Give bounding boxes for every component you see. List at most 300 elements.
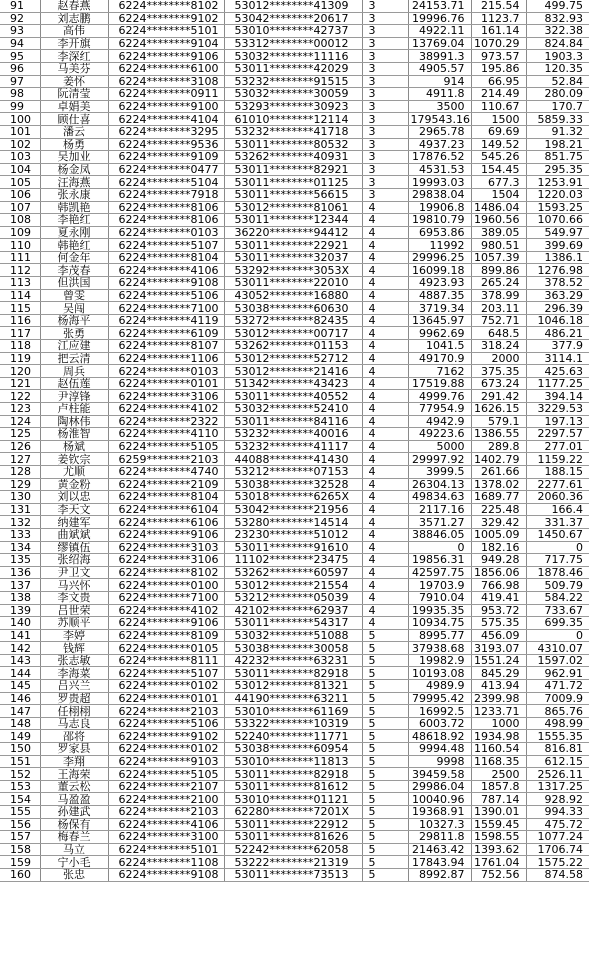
person-name-cell[interactable]: 卢柱能 <box>40 403 108 416</box>
amount-cell[interactable]: 10193.08 <box>408 667 471 680</box>
person-name-cell[interactable]: 尹淳锋 <box>40 390 108 403</box>
id-number-cell[interactable]: 53272********82435 <box>224 314 362 327</box>
row-number-cell[interactable]: 160 <box>0 868 40 881</box>
level-cell[interactable]: 5 <box>362 868 408 881</box>
card-number-cell[interactable]: 6224********5105 <box>108 768 224 781</box>
amount-cell[interactable]: 19810.79 <box>408 214 471 227</box>
card-number-cell[interactable]: 6224********0101 <box>108 377 224 390</box>
level-cell[interactable]: 4 <box>362 617 408 630</box>
level-cell[interactable]: 3 <box>362 25 408 38</box>
amount-cell[interactable]: 10934.75 <box>408 617 471 630</box>
fee-cell[interactable]: 1402.79 <box>471 453 526 466</box>
card-number-cell[interactable]: 6224********1108 <box>108 856 224 869</box>
row-number-cell[interactable]: 102 <box>0 138 40 151</box>
row-number-cell[interactable]: 139 <box>0 604 40 617</box>
id-number-cell[interactable]: 52240********11771 <box>224 730 362 743</box>
id-number-cell[interactable]: 53232********41117 <box>224 440 362 453</box>
amount-cell[interactable]: 179543.16 <box>408 113 471 126</box>
person-name-cell[interactable]: 杨勇 <box>40 138 108 151</box>
card-number-cell[interactable]: 6224********2103 <box>108 806 224 819</box>
level-cell[interactable]: 4 <box>362 440 408 453</box>
card-number-cell[interactable]: 6224********5101 <box>108 25 224 38</box>
person-name-cell[interactable]: 李翔 <box>40 755 108 768</box>
level-cell[interactable]: 4 <box>362 403 408 416</box>
fee-cell[interactable]: 110.67 <box>471 100 526 113</box>
balance-cell[interactable]: 52.84 <box>526 75 589 88</box>
row-number-cell[interactable]: 118 <box>0 340 40 353</box>
amount-cell[interactable]: 37938.68 <box>408 642 471 655</box>
amount-cell[interactable]: 19906.8 <box>408 201 471 214</box>
level-cell[interactable]: 4 <box>362 566 408 579</box>
level-cell[interactable]: 5 <box>362 692 408 705</box>
id-number-cell[interactable]: 53011********42029 <box>224 62 362 75</box>
row-number-cell[interactable]: 142 <box>0 642 40 655</box>
person-name-cell[interactable]: 邵将 <box>40 730 108 743</box>
row-number-cell[interactable]: 126 <box>0 440 40 453</box>
card-number-cell[interactable]: 6224********4110 <box>108 428 224 441</box>
card-number-cell[interactable]: 6224********5107 <box>108 239 224 252</box>
level-cell[interactable]: 3 <box>362 75 408 88</box>
balance-cell[interactable]: 1593.25 <box>526 201 589 214</box>
card-number-cell[interactable]: 6224********6106 <box>108 516 224 529</box>
balance-cell[interactable]: 1046.18 <box>526 314 589 327</box>
card-number-cell[interactable]: 6224********3103 <box>108 541 224 554</box>
id-number-cell[interactable]: 53312********00012 <box>224 37 362 50</box>
card-number-cell[interactable]: 6224********0103 <box>108 365 224 378</box>
row-number-cell[interactable]: 121 <box>0 377 40 390</box>
fee-cell[interactable]: 149.52 <box>471 138 526 151</box>
person-name-cell[interactable]: 曲斌斌 <box>40 528 108 541</box>
level-cell[interactable]: 5 <box>362 730 408 743</box>
level-cell[interactable]: 4 <box>362 277 408 290</box>
id-number-cell[interactable]: 44088********41430 <box>224 453 362 466</box>
fee-cell[interactable]: 1626.15 <box>471 403 526 416</box>
balance-cell[interactable]: 5859.33 <box>526 113 589 126</box>
card-number-cell[interactable]: 6224********5107 <box>108 667 224 680</box>
id-number-cell[interactable]: 53011********01125 <box>224 176 362 189</box>
card-number-cell[interactable]: 6224********0477 <box>108 163 224 176</box>
balance-cell[interactable]: 1706.74 <box>526 843 589 856</box>
person-name-cell[interactable]: 张勇 <box>40 327 108 340</box>
fee-cell[interactable]: 1486.04 <box>471 201 526 214</box>
fee-cell[interactable]: 1598.55 <box>471 831 526 844</box>
card-number-cell[interactable]: 6224********2109 <box>108 478 224 491</box>
balance-cell[interactable]: 584.22 <box>526 591 589 604</box>
fee-cell[interactable]: 2000 <box>471 352 526 365</box>
person-name-cell[interactable]: 姜怀 <box>40 75 108 88</box>
row-number-cell[interactable]: 133 <box>0 528 40 541</box>
level-cell[interactable]: 3 <box>362 37 408 50</box>
row-number-cell[interactable]: 120 <box>0 365 40 378</box>
balance-cell[interactable]: 486.21 <box>526 327 589 340</box>
card-number-cell[interactable]: 6224********5106 <box>108 717 224 730</box>
amount-cell[interactable]: 79995.42 <box>408 692 471 705</box>
balance-cell[interactable]: 3229.53 <box>526 403 589 416</box>
balance-cell[interactable]: 1220.03 <box>526 188 589 201</box>
level-cell[interactable]: 5 <box>362 705 408 718</box>
level-cell[interactable]: 4 <box>362 340 408 353</box>
person-name-cell[interactable]: 杨保有 <box>40 818 108 831</box>
fee-cell[interactable]: 1390.01 <box>471 806 526 819</box>
level-cell[interactable]: 5 <box>362 642 408 655</box>
fee-cell[interactable]: 291.42 <box>471 390 526 403</box>
amount-cell[interactable]: 4922.11 <box>408 25 471 38</box>
card-number-cell[interactable]: 6224********6109 <box>108 327 224 340</box>
card-number-cell[interactable]: 6224********9108 <box>108 868 224 881</box>
card-number-cell[interactable]: 6224********8106 <box>108 201 224 214</box>
amount-cell[interactable]: 3999.5 <box>408 465 471 478</box>
card-number-cell[interactable]: 6224********5105 <box>108 440 224 453</box>
id-number-cell[interactable]: 53011********40552 <box>224 390 362 403</box>
fee-cell[interactable]: 1689.77 <box>471 491 526 504</box>
row-number-cell[interactable]: 108 <box>0 214 40 227</box>
person-name-cell[interactable]: 尤顺 <box>40 465 108 478</box>
card-number-cell[interactable]: 6224********9109 <box>108 151 224 164</box>
level-cell[interactable]: 4 <box>362 415 408 428</box>
person-name-cell[interactable]: 杨淮智 <box>40 428 108 441</box>
row-number-cell[interactable]: 100 <box>0 113 40 126</box>
id-number-cell[interactable]: 23230********51012 <box>224 528 362 541</box>
row-number-cell[interactable]: 113 <box>0 277 40 290</box>
level-cell[interactable]: 4 <box>362 465 408 478</box>
fee-cell[interactable]: 575.35 <box>471 617 526 630</box>
fee-cell[interactable]: 1856.06 <box>471 566 526 579</box>
person-name-cell[interactable]: 赵伍莲 <box>40 377 108 390</box>
balance-cell[interactable]: 824.84 <box>526 37 589 50</box>
id-number-cell[interactable]: 53032********11116 <box>224 50 362 63</box>
balance-cell[interactable]: 425.63 <box>526 365 589 378</box>
fee-cell[interactable]: 203.11 <box>471 302 526 315</box>
row-number-cell[interactable]: 152 <box>0 768 40 781</box>
fee-cell[interactable]: 1934.98 <box>471 730 526 743</box>
row-number-cell[interactable]: 104 <box>0 163 40 176</box>
row-number-cell[interactable]: 145 <box>0 680 40 693</box>
amount-cell[interactable]: 3500 <box>408 100 471 113</box>
fee-cell[interactable]: 1070.29 <box>471 37 526 50</box>
balance-cell[interactable]: 296.39 <box>526 302 589 315</box>
row-number-cell[interactable]: 107 <box>0 201 40 214</box>
fee-cell[interactable]: 329.42 <box>471 516 526 529</box>
fee-cell[interactable]: 1005.09 <box>471 528 526 541</box>
balance-cell[interactable]: 2060.36 <box>526 491 589 504</box>
card-number-cell[interactable]: 6224********4102 <box>108 604 224 617</box>
balance-cell[interactable]: 1597.02 <box>526 654 589 667</box>
person-name-cell[interactable]: 梅春兰 <box>40 831 108 844</box>
card-number-cell[interactable]: 6224********0100 <box>108 579 224 592</box>
person-name-cell[interactable]: 曾雯 <box>40 289 108 302</box>
fee-cell[interactable]: 648.5 <box>471 327 526 340</box>
row-number-cell[interactable]: 137 <box>0 579 40 592</box>
id-number-cell[interactable]: 53232********40016 <box>224 428 362 441</box>
person-name-cell[interactable]: 张永康 <box>40 188 108 201</box>
balance-cell[interactable]: 874.58 <box>526 868 589 881</box>
level-cell[interactable]: 4 <box>362 453 408 466</box>
row-number-cell[interactable]: 135 <box>0 554 40 567</box>
balance-cell[interactable]: 1386.1 <box>526 251 589 264</box>
person-name-cell[interactable]: 吴闯 <box>40 302 108 315</box>
fee-cell[interactable]: 389.05 <box>471 226 526 239</box>
level-cell[interactable]: 3 <box>362 125 408 138</box>
level-cell[interactable]: 4 <box>362 503 408 516</box>
amount-cell[interactable]: 29811.8 <box>408 831 471 844</box>
id-number-cell[interactable]: 44190********63211 <box>224 692 362 705</box>
row-number-cell[interactable]: 97 <box>0 75 40 88</box>
person-name-cell[interactable]: 吴加业 <box>40 151 108 164</box>
person-name-cell[interactable]: 黄金粉 <box>40 478 108 491</box>
fee-cell[interactable]: 225.48 <box>471 503 526 516</box>
row-number-cell[interactable]: 91 <box>0 0 40 12</box>
fee-cell[interactable]: 579.1 <box>471 415 526 428</box>
person-name-cell[interactable]: 吕世荣 <box>40 604 108 617</box>
row-number-cell[interactable]: 140 <box>0 617 40 630</box>
balance-cell[interactable]: 378.52 <box>526 277 589 290</box>
balance-cell[interactable]: 962.91 <box>526 667 589 680</box>
id-number-cell[interactable]: 53011********91610 <box>224 541 362 554</box>
balance-cell[interactable]: 851.75 <box>526 151 589 164</box>
amount-cell[interactable]: 19935.35 <box>408 604 471 617</box>
fee-cell[interactable]: 265.24 <box>471 277 526 290</box>
id-number-cell[interactable]: 53011********84116 <box>224 415 362 428</box>
row-number-cell[interactable]: 147 <box>0 705 40 718</box>
level-cell[interactable]: 4 <box>362 428 408 441</box>
person-name-cell[interactable]: 马美芬 <box>40 62 108 75</box>
id-number-cell[interactable]: 53038********60630 <box>224 302 362 315</box>
level-cell[interactable]: 4 <box>362 264 408 277</box>
id-number-cell[interactable]: 53042********20617 <box>224 12 362 25</box>
level-cell[interactable]: 4 <box>362 554 408 567</box>
level-cell[interactable]: 4 <box>362 289 408 302</box>
person-name-cell[interactable]: 张忠 <box>40 868 108 881</box>
amount-cell[interactable]: 10327.3 <box>408 818 471 831</box>
level-cell[interactable]: 4 <box>362 314 408 327</box>
fee-cell[interactable]: 752.56 <box>471 868 526 881</box>
amount-cell[interactable]: 7910.04 <box>408 591 471 604</box>
card-number-cell[interactable]: 6224********9102 <box>108 12 224 25</box>
row-number-cell[interactable]: 154 <box>0 793 40 806</box>
fee-cell[interactable]: 949.28 <box>471 554 526 567</box>
person-name-cell[interactable]: 韩凯艳 <box>40 201 108 214</box>
person-name-cell[interactable]: 张绍海 <box>40 554 108 567</box>
card-number-cell[interactable]: 6224********6100 <box>108 62 224 75</box>
balance-cell[interactable]: 549.97 <box>526 226 589 239</box>
amount-cell[interactable]: 4937.23 <box>408 138 471 151</box>
id-number-cell[interactable]: 51342********43423 <box>224 377 362 390</box>
level-cell[interactable]: 5 <box>362 806 408 819</box>
row-number-cell[interactable]: 159 <box>0 856 40 869</box>
id-number-cell[interactable]: 53011********32037 <box>224 251 362 264</box>
id-number-cell[interactable]: 52242********62058 <box>224 843 362 856</box>
row-number-cell[interactable]: 146 <box>0 692 40 705</box>
id-number-cell[interactable]: 53011********80532 <box>224 138 362 151</box>
person-name-cell[interactable]: 马立 <box>40 843 108 856</box>
id-number-cell[interactable]: 42102********62937 <box>224 604 362 617</box>
level-cell[interactable]: 3 <box>362 188 408 201</box>
person-name-cell[interactable]: 孙建武 <box>40 806 108 819</box>
id-number-cell[interactable]: 53011********81612 <box>224 780 362 793</box>
row-number-cell[interactable]: 129 <box>0 478 40 491</box>
card-number-cell[interactable]: 6224********6104 <box>108 503 224 516</box>
person-name-cell[interactable]: 任栩栩 <box>40 705 108 718</box>
balance-cell[interactable]: 717.75 <box>526 554 589 567</box>
id-number-cell[interactable]: 53012********52712 <box>224 352 362 365</box>
balance-cell[interactable]: 832.93 <box>526 12 589 25</box>
id-number-cell[interactable]: 53011********82918 <box>224 768 362 781</box>
amount-cell[interactable]: 4905.57 <box>408 62 471 75</box>
amount-cell[interactable]: 1041.5 <box>408 340 471 353</box>
card-number-cell[interactable]: 6259********2103 <box>108 453 224 466</box>
person-name-cell[interactable]: 杨斌 <box>40 440 108 453</box>
level-cell[interactable]: 5 <box>362 717 408 730</box>
row-number-cell[interactable]: 110 <box>0 239 40 252</box>
level-cell[interactable]: 3 <box>362 113 408 126</box>
level-cell[interactable]: 4 <box>362 478 408 491</box>
person-name-cell[interactable]: 陶林伟 <box>40 415 108 428</box>
amount-cell[interactable]: 16099.18 <box>408 264 471 277</box>
amount-cell[interactable]: 4999.76 <box>408 390 471 403</box>
card-number-cell[interactable]: 6224********7100 <box>108 591 224 604</box>
amount-cell[interactable]: 17519.88 <box>408 377 471 390</box>
card-number-cell[interactable]: 6224********3295 <box>108 125 224 138</box>
level-cell[interactable]: 4 <box>362 214 408 227</box>
row-number-cell[interactable]: 131 <box>0 503 40 516</box>
row-number-cell[interactable]: 101 <box>0 125 40 138</box>
id-number-cell[interactable]: 53018********6265X <box>224 491 362 504</box>
card-number-cell[interactable]: 6224********0105 <box>108 642 224 655</box>
amount-cell[interactable]: 21463.42 <box>408 843 471 856</box>
level-cell[interactable]: 5 <box>362 629 408 642</box>
person-name-cell[interactable]: 李茂春 <box>40 264 108 277</box>
id-number-cell[interactable]: 53011********22921 <box>224 239 362 252</box>
card-number-cell[interactable]: 6224********8104 <box>108 491 224 504</box>
card-number-cell[interactable]: 6224********4104 <box>108 113 224 126</box>
balance-cell[interactable]: 1159.22 <box>526 453 589 466</box>
person-name-cell[interactable]: 江应建 <box>40 340 108 353</box>
row-number-cell[interactable]: 125 <box>0 428 40 441</box>
level-cell[interactable]: 4 <box>362 365 408 378</box>
row-number-cell[interactable]: 115 <box>0 302 40 315</box>
person-name-cell[interactable]: 李婷 <box>40 629 108 642</box>
id-number-cell[interactable]: 53011********82918 <box>224 667 362 680</box>
balance-cell[interactable]: 377.9 <box>526 340 589 353</box>
fee-cell[interactable]: 3193.07 <box>471 642 526 655</box>
balance-cell[interactable]: 1555.35 <box>526 730 589 743</box>
fee-cell[interactable]: 1551.24 <box>471 654 526 667</box>
balance-cell[interactable]: 994.33 <box>526 806 589 819</box>
fee-cell[interactable]: 1160.54 <box>471 743 526 756</box>
row-number-cell[interactable]: 134 <box>0 541 40 554</box>
amount-cell[interactable]: 13645.97 <box>408 314 471 327</box>
id-number-cell[interactable]: 53011********73513 <box>224 868 362 881</box>
amount-cell[interactable]: 29996.25 <box>408 251 471 264</box>
row-number-cell[interactable]: 138 <box>0 591 40 604</box>
amount-cell[interactable]: 4531.53 <box>408 163 471 176</box>
balance-cell[interactable]: 277.01 <box>526 440 589 453</box>
person-name-cell[interactable]: 马盈盈 <box>40 793 108 806</box>
amount-cell[interactable]: 48618.92 <box>408 730 471 743</box>
card-number-cell[interactable]: 6224********4106 <box>108 264 224 277</box>
level-cell[interactable]: 5 <box>362 654 408 667</box>
card-number-cell[interactable]: 6224********8102 <box>108 0 224 12</box>
fee-cell[interactable]: 673.24 <box>471 377 526 390</box>
balance-cell[interactable]: 1253.91 <box>526 176 589 189</box>
row-number-cell[interactable]: 95 <box>0 50 40 63</box>
id-number-cell[interactable]: 62280********7201X <box>224 806 362 819</box>
id-number-cell[interactable]: 42232********63231 <box>224 654 362 667</box>
row-number-cell[interactable]: 96 <box>0 62 40 75</box>
person-name-cell[interactable]: 姜钦宗 <box>40 453 108 466</box>
person-name-cell[interactable]: 李深红 <box>40 50 108 63</box>
card-number-cell[interactable]: 6224********9103 <box>108 755 224 768</box>
person-name-cell[interactable]: 尹卫文 <box>40 566 108 579</box>
row-number-cell[interactable]: 153 <box>0 780 40 793</box>
balance-cell[interactable]: 7009.9 <box>526 692 589 705</box>
level-cell[interactable]: 4 <box>362 516 408 529</box>
row-number-cell[interactable]: 92 <box>0 12 40 25</box>
card-number-cell[interactable]: 6224********1106 <box>108 352 224 365</box>
amount-cell[interactable]: 38991.3 <box>408 50 471 63</box>
balance-cell[interactable]: 170.7 <box>526 100 589 113</box>
row-number-cell[interactable]: 150 <box>0 743 40 756</box>
id-number-cell[interactable]: 53012********00717 <box>224 327 362 340</box>
card-number-cell[interactable]: 6224********4102 <box>108 403 224 416</box>
amount-cell[interactable]: 6953.86 <box>408 226 471 239</box>
id-number-cell[interactable]: 53232********41718 <box>224 125 362 138</box>
row-number-cell[interactable]: 127 <box>0 453 40 466</box>
person-name-cell[interactable]: 何金年 <box>40 251 108 264</box>
row-number-cell[interactable]: 114 <box>0 289 40 302</box>
balance-cell[interactable]: 394.14 <box>526 390 589 403</box>
balance-cell[interactable]: 1276.98 <box>526 264 589 277</box>
card-number-cell[interactable]: 6224********0911 <box>108 88 224 101</box>
row-number-cell[interactable]: 105 <box>0 176 40 189</box>
id-number-cell[interactable]: 53038********60954 <box>224 743 362 756</box>
person-name-cell[interactable]: 赵春燕 <box>40 0 108 12</box>
balance-cell[interactable]: 363.29 <box>526 289 589 302</box>
person-name-cell[interactable]: 钱辉 <box>40 642 108 655</box>
card-number-cell[interactable]: 6224********0102 <box>108 680 224 693</box>
card-number-cell[interactable]: 6224********9102 <box>108 730 224 743</box>
card-number-cell[interactable]: 6224********8104 <box>108 251 224 264</box>
card-number-cell[interactable]: 6224********9100 <box>108 100 224 113</box>
fee-cell[interactable]: 378.99 <box>471 289 526 302</box>
id-number-cell[interactable]: 53262********40931 <box>224 151 362 164</box>
id-number-cell[interactable]: 53010********11813 <box>224 755 362 768</box>
row-number-cell[interactable]: 157 <box>0 831 40 844</box>
level-cell[interactable]: 4 <box>362 352 408 365</box>
balance-cell[interactable]: 509.79 <box>526 579 589 592</box>
row-number-cell[interactable]: 93 <box>0 25 40 38</box>
amount-cell[interactable]: 13769.04 <box>408 37 471 50</box>
row-number-cell[interactable]: 136 <box>0 566 40 579</box>
fee-cell[interactable]: 1386.55 <box>471 428 526 441</box>
fee-cell[interactable]: 845.29 <box>471 667 526 680</box>
fee-cell[interactable]: 419.41 <box>471 591 526 604</box>
level-cell[interactable]: 4 <box>362 591 408 604</box>
balance-cell[interactable]: 0 <box>526 629 589 642</box>
id-number-cell[interactable]: 53012********81061 <box>224 201 362 214</box>
level-cell[interactable]: 3 <box>362 12 408 25</box>
person-name-cell[interactable]: 韩艳红 <box>40 239 108 252</box>
fee-cell[interactable]: 215.54 <box>471 0 526 12</box>
fee-cell[interactable]: 318.24 <box>471 340 526 353</box>
person-name-cell[interactable]: 阮清莹 <box>40 88 108 101</box>
row-number-cell[interactable]: 149 <box>0 730 40 743</box>
card-number-cell[interactable]: 6224********8109 <box>108 629 224 642</box>
id-number-cell[interactable]: 53010********61169 <box>224 705 362 718</box>
card-number-cell[interactable]: 6224********4119 <box>108 314 224 327</box>
id-number-cell[interactable]: 36220********94412 <box>224 226 362 239</box>
card-number-cell[interactable]: 6224********3106 <box>108 554 224 567</box>
